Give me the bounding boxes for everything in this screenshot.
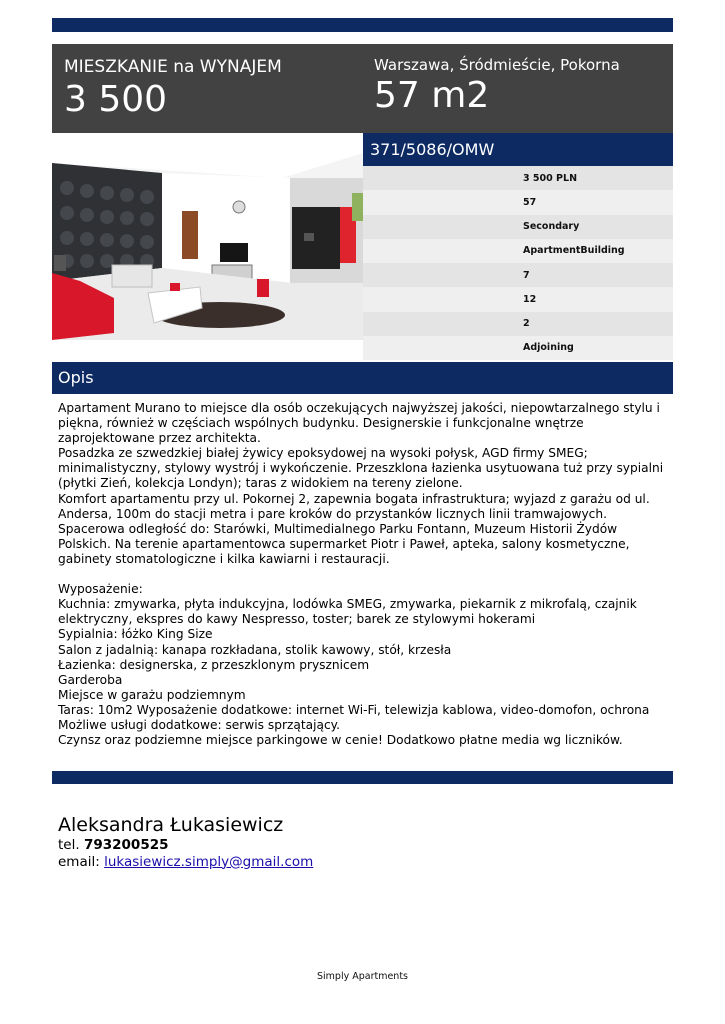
area: 57 m2 [374,75,490,116]
agent-phone-line [58,837,313,854]
description-title: Opis [58,368,94,387]
email-label: email: [58,853,100,870]
param-value: Secondary [523,221,580,233]
listing-header [52,44,673,133]
param-row [363,263,673,287]
agent-contact [58,814,313,871]
location: Warszawa, Śródmieście, Pokorna [374,56,620,74]
param-value: 12 [523,293,537,305]
param-row [363,336,673,360]
param-row [363,312,673,336]
price: 3 500 [64,79,168,120]
param-row [363,239,673,263]
param-row [363,215,673,239]
reference-number: 371/5086/OMW [370,140,495,159]
param-value: ApartmentBuilding [523,245,625,257]
param-row [363,287,673,311]
param-row [363,190,673,214]
param-value: 57 [523,196,537,208]
reference-number-box [363,133,673,166]
agent-name: Aleksandra Łukasiewicz [58,814,284,836]
param-row [363,166,673,190]
description-text: Apartament Murano to miejsce dla osób oczekujących najwyższej jakości, niepowtarzalnego stylu i piękna, również w częściach wspólnych budynku. Designerskie i funkcjonalne wnętrze zaprojektowane przez architekta. Posadzka ze szwedzkiej białej żywicy epoksydowej na wysoki połysk, AGD firmy SMEG; minimalistyczny, stylowy wystrój i wykończenie. Przeszklona łazienka usytuowana tuż przy sypialni (płytki Zień, kolekcja Londyn); taras z widokiem na tereny zielone. Komfort apartamentu przy ul. Pokornej 2, zapewnia bogata infrastruktura; wyjazd z garażu od ul. Andersa, 100m do stacji metra i pare kroków do przystanków licznych linii tramwajowych. Spacerowa odległość do: Starówki, Multimedialnego Parku Fontann, Muzeum Historii Żydów Polskich. Na terenie apartamentowca supermarket Piotr i Paweł, apteka, salony kosmetyczne, gabinety stomatologiczne i kilka kawiarni i restauracji. Wyposażenie: Kuchnia: zmywarka, płyta indukcyjna, lodówka SMEG, zmywarka, piekarnik z mikrofalą, czajnik elektryczny, ekspres do kawy Nespresso, toster; barek ze stylowymi hokerami Sypialnia: łóżko King Size Salon z jadalnią: kanapa rozkładana, stolik kawowy, stół, krzesła Łazienka: designerska, z przeszklonym prysznicem Garderoba Miejsce w garażu podziemnym Taras: 10m2 Wyposażenie dodatkowe: internet Wi-Fi, telewizja kablowa, video-domofon, ochrona Możliwe usługi dodatkowe: serwis sprzątający. Czynsz oraz podziemne miejsce parkingowe w cenie! Dodatkowo płatne media wg liczników. [58,401,664,748]
agent-email-link[interactable]: lukasiewicz.simply@gmail.com [104,853,314,870]
phone-label: tel. [58,836,80,853]
footer-company: Simply Apartments [316,971,408,982]
offer-type: MIESZKANIE na WYNAJEM [64,57,282,77]
description-header [52,362,673,394]
param-value: Adjoining [523,342,574,354]
agent-email-line [58,854,313,871]
param-value: 3 500 PLN [523,172,578,184]
parameters-table [363,166,673,360]
param-value: 2 [523,318,530,330]
param-value: 7 [523,269,530,281]
bottom-divider-bar [52,771,673,784]
agent-phone[interactable]: 793200525 [83,836,169,853]
top-divider-bar [52,18,673,32]
apartment-photo [52,133,363,340]
